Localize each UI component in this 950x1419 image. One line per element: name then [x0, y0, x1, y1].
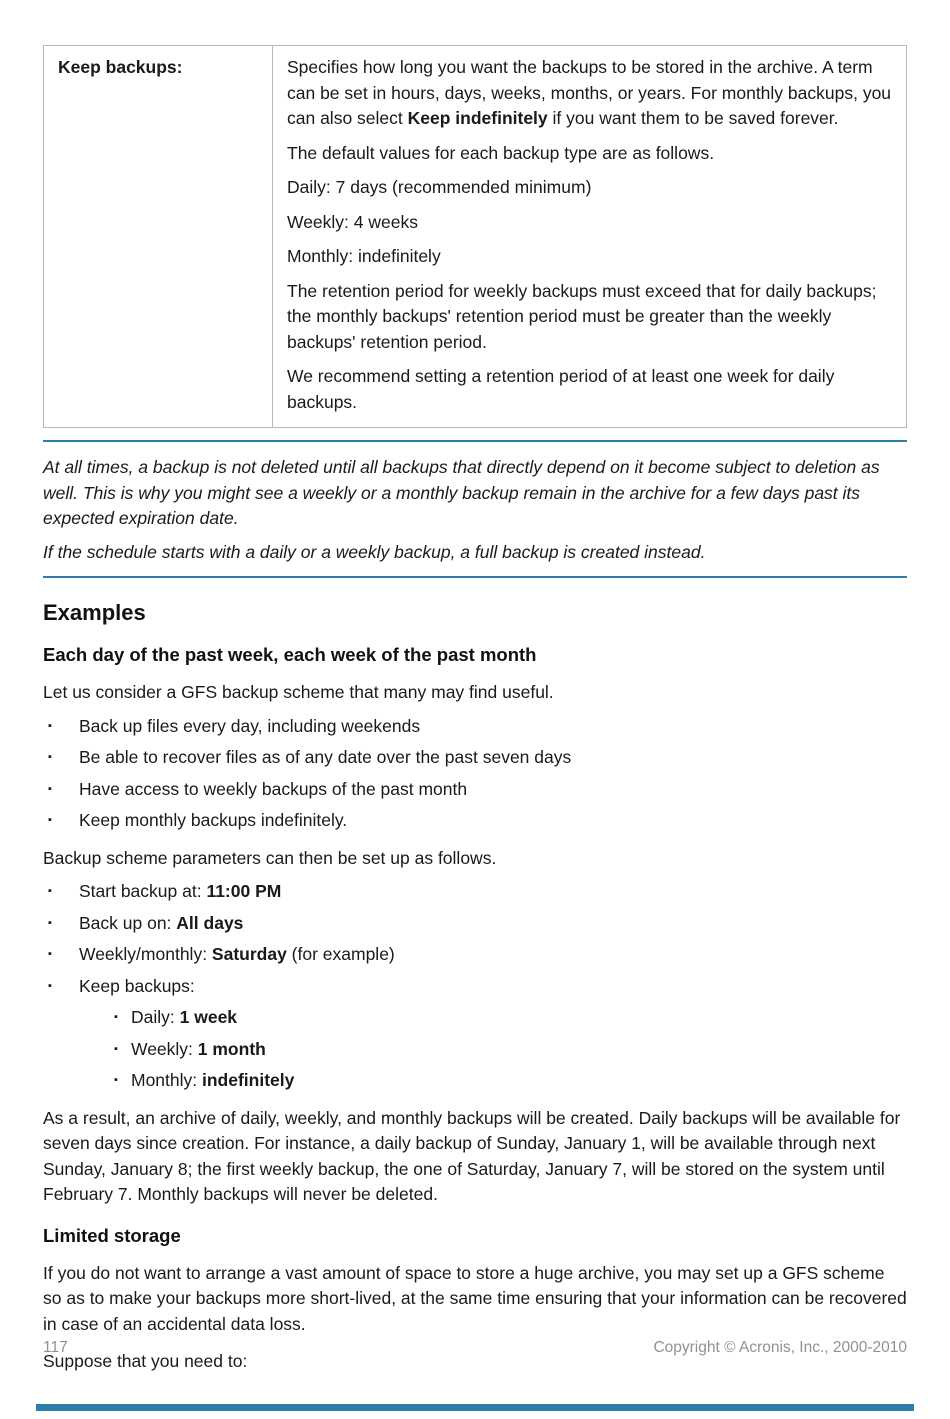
note-block [43, 440, 907, 578]
examples-title: Examples [43, 600, 146, 625]
list-item [43, 911, 907, 937]
bullet-icon: ▪ [114, 1011, 118, 1023]
paragraph: Let us consider a GFS backup scheme that many may find useful. [43, 682, 554, 702]
list-item-text: Start backup at: 11:00 PM [79, 881, 282, 901]
bullet-icon: ▪ [48, 751, 52, 763]
note-paragraph: If the schedule starts with a daily or a weekly backup, a full backup is created instead. [43, 541, 706, 562]
paragraph: Suppose that you need to: [43, 1351, 248, 1371]
bold-value: All days [176, 912, 244, 933]
list-item-text: Back up on: All days [79, 912, 244, 933]
note-paragraph: At all times, a backup is not deleted until all backups that directly depend on it become subject to deletion as well. This is why you might see a weekly or a monthly backup remain in the archive for a few days past its expected expiration date. [43, 457, 880, 528]
page-number: 117 [43, 1339, 68, 1356]
paragraph: Daily: 7 days (recommended minimum) [287, 177, 592, 197]
table-row-description [273, 46, 907, 428]
list-item [43, 879, 907, 905]
bullet-icon: ▪ [48, 916, 52, 929]
paragraph: If you do not want to arrange a vast amount of space to store a huge archive, you may set up a GFS scheme so as to make your backups more short-lived, at the same time ensuring that your information can be recovered in case of an accidental data loss. [43, 1262, 907, 1334]
list-item [43, 714, 907, 740]
bullet-icon: ▪ [48, 719, 52, 732]
bullet-icon: ▪ [48, 814, 52, 826]
list-item-text: Weekly/monthly: Saturday (for example) [79, 944, 395, 964]
bold-value: 1 month [197, 1038, 266, 1059]
bullet-icon: ▪ [48, 885, 52, 897]
page-footer [43, 1338, 907, 1358]
copyright-text: Copyright © Acronis, Inc., 2000-2010 [653, 1339, 907, 1356]
list-item-text: Weekly: 1 month [131, 1038, 266, 1059]
list-item-text: Back up files every day, including weekends [79, 715, 421, 736]
bullet-icon: ▪ [114, 1042, 118, 1055]
list-item-text: Daily: 1 week [131, 1007, 238, 1027]
paragraph: Weekly: 4 weeks [287, 211, 418, 232]
list-item-text: Have access to weekly backups of the past month [79, 778, 468, 799]
table-row [44, 46, 907, 428]
goals-list [43, 714, 907, 834]
list-item [43, 745, 907, 771]
list-item-text: Monthly: indefinitely [131, 1070, 295, 1090]
bullet-icon: ▪ [114, 1074, 118, 1086]
bold-text: Keep indefinitely [407, 108, 548, 128]
paragraph: Monthly: indefinitely [287, 246, 441, 266]
list-item [43, 808, 907, 834]
bold-value: Saturday [211, 944, 287, 964]
keep-backups-table [43, 45, 907, 428]
bold-value: 11:00 PM [206, 881, 282, 901]
sub-list-item [43, 1037, 907, 1063]
list-item [43, 777, 907, 803]
sub-list-item [43, 1068, 907, 1094]
list-item-text: Be able to recover files as of any date over the past seven days [79, 747, 572, 767]
params-list [43, 879, 907, 1094]
sub-list-item [43, 1005, 907, 1031]
paragraph: Backup scheme parameters can then be set up as follows. [43, 847, 497, 868]
bold-value: 1 week [179, 1007, 238, 1027]
table-row-label: Keep backups: [44, 46, 273, 428]
section-heading-gfs: Each day of the past week, each week of the past month [43, 644, 537, 665]
bullet-icon: ▪ [48, 782, 52, 795]
bullet-icon: ▪ [48, 948, 52, 960]
result-paragraph: As a result, an archive of daily, weekly, and monthly backups will be created. Daily backups will be available for seven days since creation. For instance, a daily backup of Sunday, January 1, will be available through next Sunday, January 8; the first weekly backup, the one of Saturday, January 7, will be stored on the system until February 7. Monthly backups will never be deleted. [43, 1107, 901, 1204]
bold-value: indefinitely [202, 1070, 295, 1090]
list-item [43, 942, 907, 968]
list-item-text: Keep monthly backups indefinitely. [79, 810, 348, 830]
paragraph: We recommend setting a retention period of at least one week for daily backups. [287, 366, 835, 412]
bullet-icon: ▪ [48, 979, 52, 992]
list-item [43, 974, 907, 1000]
paragraph: The retention period for weekly backups must exceed that for daily backups; the monthly backups' retention period must be greater than the weekly backups' retention period. [287, 280, 877, 352]
paragraph: Specifies how long you want the backups to be stored in the archive. A term can be set in hours, days, weeks, months, or years. For monthly backups, you can also select Keep indefinitely if you want them to be saved forever. [287, 57, 892, 128]
bottom-blue-bar [36, 1404, 914, 1411]
paragraph: The default values for each backup type are as follows. [287, 142, 715, 163]
list-item-text: Keep backups: [79, 975, 195, 996]
section-heading-limited-storage: Limited storage [43, 1224, 181, 1246]
